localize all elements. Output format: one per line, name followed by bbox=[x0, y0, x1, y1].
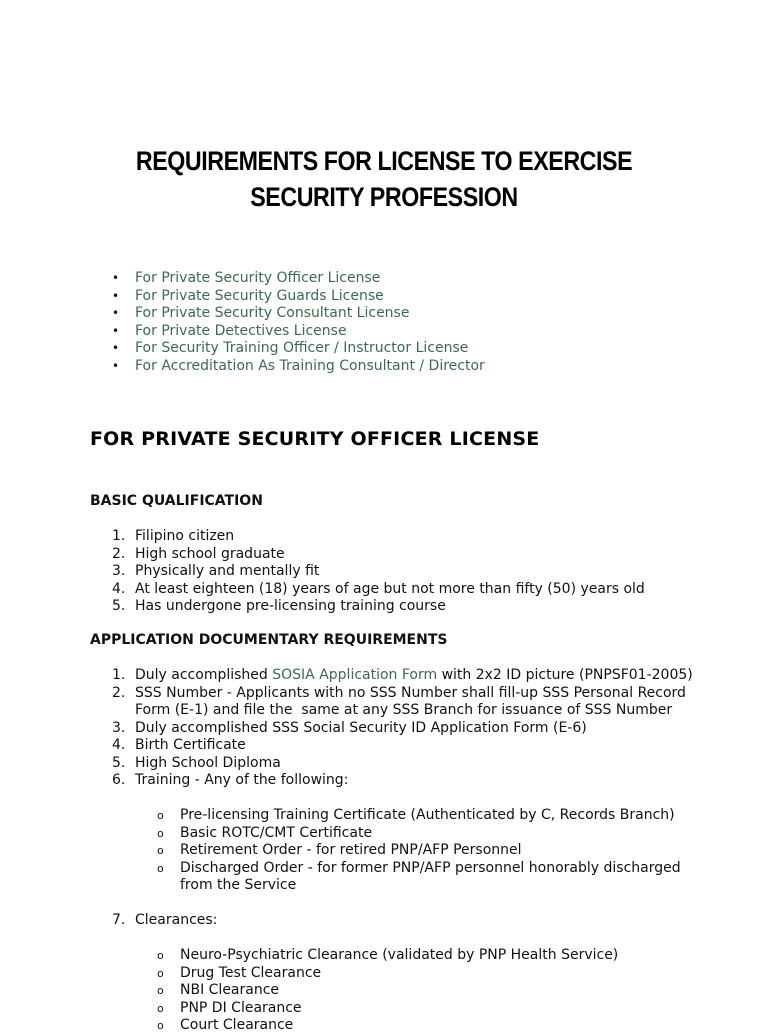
link-private-security-consultant[interactable]: For Private Security Consultant License bbox=[135, 305, 410, 321]
circle-bullet-icon: o bbox=[157, 826, 164, 840]
list-item: o Court Clearance bbox=[157, 1017, 294, 1033]
link-private-security-guards[interactable]: For Private Security Guards License bbox=[135, 287, 384, 304]
license-links-list bbox=[90, 270, 485, 375]
basic-qualification-list bbox=[90, 528, 725, 616]
page-title bbox=[54, 143, 714, 215]
list-item: o Neuro-Psychiatric Clearance (validated by PNP Health Service) bbox=[157, 947, 619, 963]
application-requirements-heading: APPLICATION DOCUMENTARY REQUIREMENTS bbox=[90, 632, 448, 648]
bullet-icon: • bbox=[112, 341, 120, 355]
circle-bullet-icon: o bbox=[157, 1001, 164, 1015]
page-title-line-2: SECURITY PROFESSION bbox=[250, 182, 518, 212]
list-item: o Drug Test Clearance bbox=[157, 964, 322, 981]
list-item bbox=[90, 270, 485, 288]
link-private-detectives[interactable]: For Private Detectives License bbox=[135, 322, 347, 339]
clearances-list bbox=[90, 947, 700, 1035]
list-item: o PNP DI Clearance bbox=[157, 999, 302, 1016]
sosia-application-form-link[interactable]: SOSIA Application Form bbox=[272, 667, 438, 683]
list-item: 4. At least eighteen (18) years of age but not more than fifty (50) years old bbox=[112, 580, 645, 597]
circle-bullet-icon: o bbox=[157, 1019, 164, 1032]
list-item bbox=[90, 340, 485, 358]
circle-bullet-icon: o bbox=[157, 949, 164, 962]
circle-bullet-icon: o bbox=[157, 809, 164, 822]
list-item: 2. High school graduate bbox=[112, 545, 285, 562]
link-private-security-officer[interactable]: For Private Security Officer License bbox=[135, 270, 381, 286]
list-item bbox=[90, 305, 485, 323]
list-item: 4. Birth Certificate bbox=[112, 737, 246, 753]
circle-bullet-icon: o bbox=[157, 861, 164, 875]
list-item: o Retirement Order - for retired PNP/AFP Personnel bbox=[157, 842, 522, 858]
list-item: 6. Training - Any of the following: bbox=[112, 772, 349, 788]
circle-bullet-icon: o bbox=[157, 844, 164, 857]
link-accreditation-training-consultant[interactable]: For Accreditation As Training Consultant / Director bbox=[135, 357, 485, 374]
bullet-icon: • bbox=[112, 358, 120, 373]
training-options-list bbox=[90, 807, 700, 895]
list-item bbox=[90, 288, 485, 306]
list-item: 3. Physically and mentally fit bbox=[112, 563, 320, 579]
list-item: 1. Filipino citizen bbox=[112, 528, 235, 544]
basic-qualification-heading: BASIC QUALIFICATION bbox=[90, 493, 263, 509]
application-requirements-list bbox=[90, 667, 725, 790]
section-heading: FOR PRIVATE SECURITY OFFICER LICENSE bbox=[90, 428, 540, 450]
list-item: 7. Clearances: bbox=[112, 912, 218, 928]
bullet-icon: • bbox=[112, 288, 120, 303]
circle-bullet-icon: o bbox=[157, 984, 164, 997]
list-item: 5. High School Diploma bbox=[112, 754, 281, 771]
clearances-item-list bbox=[90, 912, 725, 930]
page-title-line-1: REQUIREMENTS FOR LICENSE TO EXERCISE bbox=[135, 146, 633, 176]
list-item: 3. Duly accomplished SSS Social Security ID Application Form (E-6) bbox=[112, 719, 587, 736]
bullet-icon: • bbox=[112, 306, 120, 320]
link-security-training-officer[interactable]: For Security Training Officer / Instructor License bbox=[135, 340, 469, 356]
list-item: o NBI Clearance bbox=[157, 982, 280, 998]
list-item bbox=[90, 358, 485, 376]
list-item: o Pre-licensing Training Certificate (Authenticated by C, Records Branch) bbox=[157, 807, 675, 823]
bullet-icon: • bbox=[112, 323, 120, 338]
bullet-icon: • bbox=[112, 271, 120, 285]
list-item: o Basic ROTC/CMT Certificate bbox=[157, 824, 373, 841]
list-item: 1. Duly accomplished SOSIA Application Form with 2x2 ID picture (PNPSF01-2005) bbox=[112, 667, 693, 683]
list-item bbox=[90, 323, 485, 341]
list-item: 2. SSS Number - Applicants with no SSS Number shall fill-up SSS Personal Record Form (E-1) and file the same at any SSS Branch for issuance of SSS Number bbox=[112, 684, 691, 718]
list-item: o Discharged Order - for former PNP/AFP personnel honorably discharged from the Service bbox=[157, 859, 681, 893]
circle-bullet-icon: o bbox=[157, 966, 164, 980]
list-item: 5. Has undergone pre-licensing training course bbox=[112, 598, 446, 614]
